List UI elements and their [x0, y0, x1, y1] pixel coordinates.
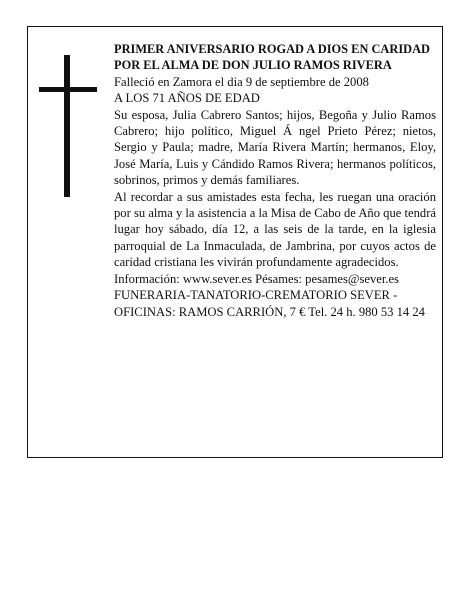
age-line: A LOS 71 AÑOS DE EDAD [114, 91, 260, 106]
notice-headline: PRIMER ANIVERSARIO ROGAD A DIOS EN CARIDAD POR EL ALMA DE DON JULIO RAMOS RIVERA [114, 42, 430, 73]
death-date-line: Falleció en Zamora el dia 9 de septiembre de 2008 [114, 74, 369, 89]
cross-horizontal-bar [39, 87, 97, 92]
family-paragraph: Su esposa, Julia Cabrero Santos; hijos, Begoña y Julio Ramos Cabrero; hijo político, Miguel Á ngel Prieto Pérez; nietos, Sergio y Paula; madre, María Rivera Martín; hermanos, Eloy, José María, Luis y Cándido Ramos Rivera; hermanos políticos, sobrinos, primos y demás familiares. [114, 107, 436, 188]
notice-text [114, 41, 436, 320]
invitation-paragraph: Al recordar a sus amistades esta fecha, les ruegan una oración por su alma y la asistencia a la Misa de Cabo de Año que tendrá lugar hoy sábado, día 12, a las seis de la tarde, en la iglesia parroquial de La Inmaculada, de Jambrina, por cuyos actos de caridad cristiana les vivirán profundamente agradecidos. [114, 189, 436, 270]
funeral-home-line: FUNERARIA-TANATORIO-CREMATORIO SEVER - OFICINAS: RAMOS CARRIÓN, 7 € Tel. 24 h. 980 53 14 24 [114, 288, 425, 319]
cross-vertical-bar [64, 55, 70, 197]
info-line: Información: www.sever.es Pésames: pesames@sever.es [114, 271, 399, 286]
obituary-notice [27, 26, 443, 458]
cross-icon [39, 55, 97, 197]
